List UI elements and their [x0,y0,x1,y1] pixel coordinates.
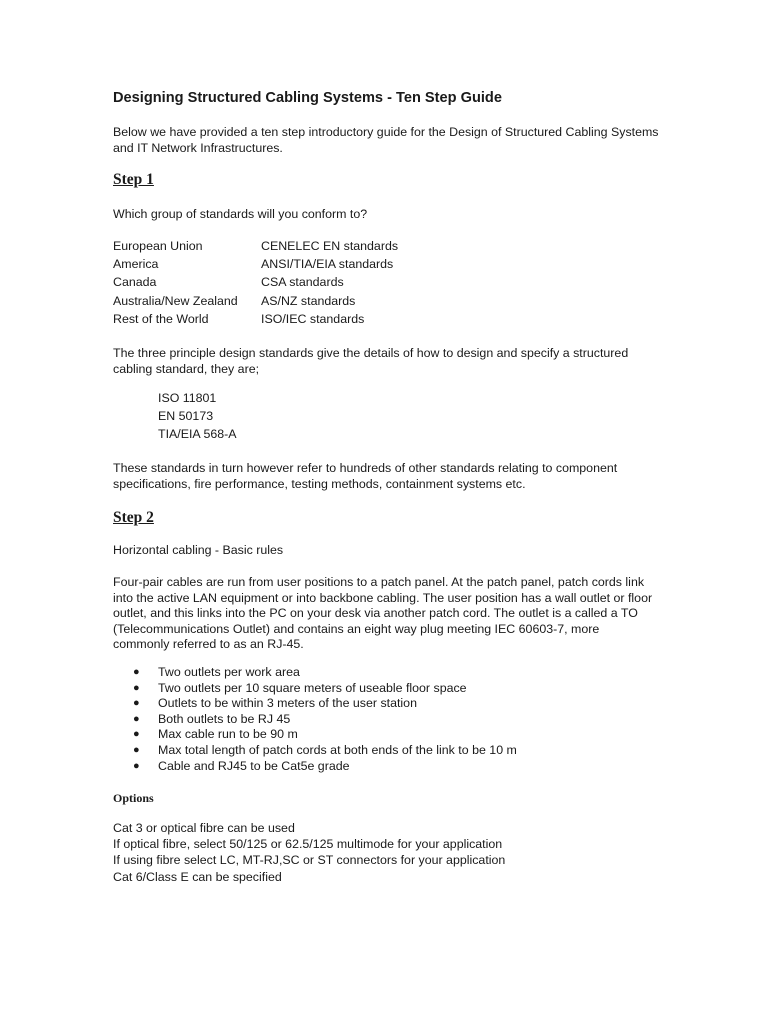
standards-name: AS/NZ standards [261,293,356,308]
list-item [113,743,517,759]
list-item [113,727,517,743]
options-list [113,821,505,886]
bullet-text: Both outlets to be RJ 45 [158,711,291,726]
standards-row [113,312,398,330]
bullet-icon: ● [133,681,140,694]
standards-row [113,294,398,312]
bullet-text: Cable and RJ45 to be Cat5e grade [158,758,350,773]
principle-standards-list [158,391,237,446]
list-item: If using fibre select LC, MT-RJ,SC or ST connectors for your application [113,853,506,868]
principle-standards-paragraph: The three principle design standards give the details of how to design and specify a structured cabling standard, they are; [113,346,629,376]
standards-row [113,275,398,293]
standards-region: Canada [113,275,157,290]
document-title: Designing Structured Cabling Systems - Ten Step Guide [113,90,502,106]
standards-region: America [113,257,159,272]
bullet-text: Outlets to be within 3 meters of the user station [158,696,417,711]
bullet-text: Max cable run to be 90 m [158,727,298,742]
step-1-heading: Step 1 [113,171,154,188]
bullet-icon: ● [133,759,140,772]
step-2-body: Four-pair cables are run from user positions to a patch panel. At the patch panel, patch cords link into the active LAN equipment or into backbone cabling. The user position has a wall outlet or floor outlet, and this links into the PC on your desk via another patch cord. The outlet is a called a TO (Telecommunications Outlet) and contains an eight way plug meeting IEC 60603-7, more commonly referred to as an RJ-45. [113,575,653,651]
bullet-text: Max total length of patch cords at both ends of the link to be 10 m [158,742,517,757]
bullet-icon: ● [133,728,140,741]
standards-name: CENELEC EN standards [261,239,399,253]
list-item [113,681,517,697]
standards-region: Australia/New Zealand [113,293,238,308]
standards-name: ANSI/TIA/EIA standards [261,257,394,272]
rules-bullet-list [113,665,517,774]
list-item [113,759,517,775]
list-item: EN 50173 [158,409,214,424]
bullet-icon: ● [133,743,140,756]
standards-name: CSA standards [261,275,344,290]
list-item: ISO 11801 [158,391,217,405]
list-item: Cat 3 or optical fibre can be used [113,821,295,835]
standards-table [113,239,398,330]
step-1-question: Which group of standards will you conform to? [113,207,368,221]
standards-row [113,239,398,257]
bullet-text: Two outlets per work area [158,665,300,679]
list-item: If optical fibre, select 50/125 or 62.5/125 multimode for your application [113,837,503,852]
options-heading: Options [113,791,154,805]
list-item: Cat 6/Class E can be specified [113,869,282,884]
standards-region: Rest of the World [113,311,209,326]
standards-row [113,257,398,275]
list-item [113,712,517,728]
standards-region: European Union [113,239,203,253]
list-item [113,696,517,712]
intro-paragraph: Below we have provided a ten step introductory guide for the Design of Structured Cabling Systems and IT Network Infrastructures. [113,125,659,155]
list-item: TIA/EIA 568-A [158,427,237,442]
bullet-text: Two outlets per 10 square meters of useable floor space [158,680,467,695]
bullet-icon: ● [133,697,140,710]
standards-closing-paragraph: These standards in turn however refer to hundreds of other standards relating to component specifications, fire performance, testing methods, containment systems etc. [113,461,618,491]
bullet-icon: ● [133,666,140,678]
step-2-subheading: Horizontal cabling - Basic rules [113,543,284,557]
step-2-heading: Step 2 [113,509,154,526]
standards-name: ISO/IEC standards [261,311,365,326]
bullet-icon: ● [133,712,140,725]
list-item [113,665,517,681]
